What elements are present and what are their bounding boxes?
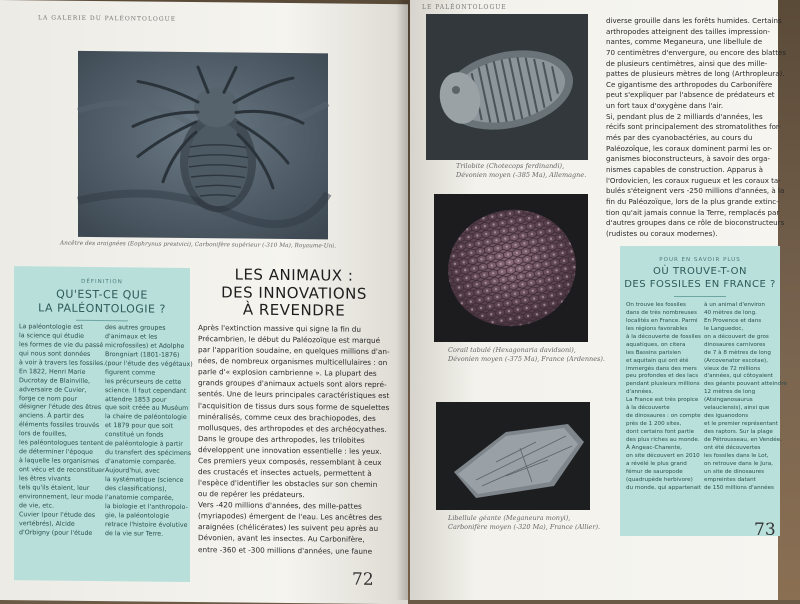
body-line: des crustacés et insectes actuels, permettent à — [198, 467, 372, 478]
text-line: des raptors. Sur la plage — [704, 429, 773, 435]
text-line: de Pétrousseau, en Vendée, — [704, 436, 782, 443]
running-head-right: LE PALÉONTOLOGUE — [422, 4, 507, 11]
body-line: par l'apparition soudaine, en quelques millions d'an- — [198, 345, 390, 357]
body-line: Dévonien, avant les insectes. Au Carbonifère, — [198, 533, 365, 545]
text-line: et 1879 pour que soit — [105, 422, 174, 431]
text-line: Aujourd'hui, avec — [105, 467, 160, 475]
definition-column-2 — [105, 324, 193, 539]
body-line: développent une innovation essentielle : les yeux. — [198, 444, 382, 456]
text-line: environnement, leur mode — [19, 493, 104, 501]
article-title-line: À REVENDRE — [242, 300, 346, 320]
text-line: (Atsinganosaurus — [704, 397, 753, 404]
text-line: on retrouve dans le Jura, — [704, 460, 773, 467]
body-line: de plusieurs centimètres, ainsi que des mille- — [606, 58, 768, 68]
body-line: mollusques, des arthropodes et des archéocyathes. — [198, 422, 387, 434]
text-line: à laquelle les organismes — [19, 457, 100, 466]
text-line: les paléontologues tentent — [19, 439, 104, 448]
body-line: (myriapodes) émergent de l'eau. Les ancêtres des — [198, 511, 382, 523]
text-line: a révélé le plus grand — [626, 460, 687, 467]
caption-line: Corail tabulé (Hexagonaria davidsoni), — [448, 346, 576, 354]
article-title-line: DES INNOVATIONS — [221, 283, 367, 303]
coral-photo — [434, 194, 588, 342]
definition-kicker: DÉFINITION — [81, 278, 123, 286]
caption-line: Libellule géante (Meganeura monyi), — [448, 514, 571, 522]
body-line: Précambrien, le début du Paléozoïque est marqué — [198, 334, 381, 346]
text-line: et le premier représentant — [704, 421, 778, 428]
info-title-line: DES FOSSILES EN FRANCE ? — [624, 278, 776, 290]
body-line: Paléozoïque, les coraux dominent parmi les or- — [606, 143, 773, 153]
page-number-right: 73 — [754, 520, 776, 540]
definition-column-1 — [19, 323, 106, 538]
article-title — [210, 266, 378, 321]
body-line: Vers -420 millions d'années, des mille-pattes — [198, 500, 362, 512]
text-line: les fossiles dans le Lot, — [704, 452, 769, 459]
text-line: les Bassins parisien — [626, 349, 681, 356]
text-line: adversaire de Cuvier, — [19, 385, 87, 394]
body-line: bulés s'éteignent vers -250 millions d'années, à la — [606, 186, 785, 196]
body-line: entre -360 et -300 millions d'années, une faune — [198, 544, 373, 556]
body-line: sentés. Une de leurs principales caractéristiques est — [198, 389, 390, 401]
text-line: forge ce nom pour — [19, 394, 78, 403]
coral-caption — [448, 346, 608, 364]
info-title-line: OÙ TROUVE-T-ON — [653, 266, 747, 277]
text-line: d'anatomie comparée. — [105, 458, 177, 466]
text-line: lors de fouilles, — [19, 430, 67, 438]
text-line: aquatiques, on citera — [626, 341, 686, 348]
text-line: dinosaures carnivores — [704, 341, 766, 348]
text-line: fémur de sauropode — [626, 468, 683, 475]
text-line: attendre 1853 pour — [105, 395, 167, 404]
caption-line: Carbonifère moyen (-320 Ma), France (Allier). — [448, 522, 601, 531]
text-line: de déterminer l'époque — [19, 448, 93, 457]
dragonfly-fossil-photo — [436, 402, 590, 510]
body-line: ganismes bioconstructeurs, à savoir des orga- — [606, 154, 771, 164]
info-box — [620, 246, 787, 536]
body-line: l'acquisition de tissus durs sous forme de squelettes — [198, 400, 390, 412]
text-line: et aquitain qui ont été — [626, 357, 689, 364]
text-line: de 7 à 8 mètres de long — [704, 349, 771, 356]
info-column-2 — [704, 302, 787, 493]
text-line: près de 1 200 sites, — [626, 421, 682, 428]
text-line: En 1822, Henri Marie — [19, 367, 86, 376]
text-line: désigner l'étude des êtres — [19, 403, 102, 412]
article-body — [198, 322, 394, 557]
text-line: à la découverte — [626, 405, 670, 412]
text-line: (pour l'étude des végétaux) — [105, 359, 193, 368]
text-line: des autres groupes — [105, 324, 166, 332]
text-line: que soit créée au Muséum — [105, 404, 189, 413]
text-line: d'années. — [626, 389, 654, 396]
text-line: retrace l'histoire évolutive — [105, 520, 188, 529]
body-line: Ce gigantisme des arthropodes du Carbonifère — [606, 79, 773, 89]
info-title — [620, 266, 780, 291]
body-line: (rudistes ou coraux modernes). — [606, 228, 718, 238]
text-line: à la découverte de fossiles — [626, 333, 701, 340]
text-line: constitué un fonds — [105, 431, 164, 439]
text-line: (quadrupède herbivore) — [626, 476, 693, 483]
text-line: la science qui étudie — [19, 332, 84, 340]
text-line: À Angeac-Charente, — [626, 444, 682, 451]
body-line: minéralisés, comme ceux des brachiopodes, des — [198, 411, 376, 423]
body-line: araignées (chélicérates) les suivent peu après au — [198, 522, 379, 534]
info-kicker: POUR EN SAVOIR PLUS — [659, 257, 741, 263]
arachnid-fossil-image — [78, 51, 328, 240]
body-line: grands groupes d'animaux actuels sont alors repré- — [198, 378, 387, 390]
body-line: l'espèce d'identifier les obstacles sur son chemin — [198, 478, 378, 490]
body-line: Ces premiers yeux composés, ressemblant à ceux — [198, 456, 382, 467]
page-number-left: 72 — [352, 569, 374, 590]
text-line: empreintes datant — [704, 476, 756, 483]
text-line: la systématique (science — [105, 476, 184, 484]
body-line: pattes de plusieurs mètres de long (Arthropleura). — [606, 69, 785, 79]
text-line: gie, la paléontologie — [105, 511, 170, 520]
body-line: nismes capables de construction. Apparus à — [606, 164, 763, 174]
text-line: éléments fossiles trouvés — [19, 421, 100, 430]
text-line: pendant plusieurs millions — [626, 381, 700, 388]
text-line: vieux de 72 millions — [704, 365, 761, 372]
text-line: on site découvert en 2010 — [626, 452, 700, 459]
text-line: Ducrotay de Blainville, — [19, 376, 91, 385]
body-line: tion qu'ait jamais connue la Terre, remplacés par — [606, 207, 780, 217]
dragonfly-fossil-image — [436, 402, 590, 510]
trilobite-photo — [426, 14, 588, 160]
text-line: localités en France. Parmi — [626, 317, 698, 324]
body-line: més par des cyanobactéries, au cours du — [606, 133, 753, 143]
text-line: d'Orbigny (pour l'étude — [19, 528, 93, 537]
info-rule — [674, 296, 726, 297]
body-line: fin du Paléozoïque, lors de la plus grande extinc- — [606, 196, 779, 206]
body-line: Si, pendant plus de 2 milliards d'années, les — [606, 111, 763, 121]
text-line: un site de dinosaures — [704, 468, 765, 475]
definition-title — [14, 287, 190, 316]
text-line: des classifications), — [105, 484, 167, 493]
body-line: Après l'extinction massive qui signe la fin du — [198, 323, 362, 334]
body-line: récifs sont principalement des stromatolithes for- — [606, 122, 781, 132]
text-line: microfossiles) et Adolphe — [105, 341, 185, 350]
text-line: Cuvier (pour l'étude des — [19, 510, 96, 519]
body-line: diverse grouille dans les forêts humides. Certains — [606, 16, 782, 25]
text-line: on a découvert de gros — [704, 333, 769, 340]
text-line: La France est très propice — [626, 397, 699, 404]
text-line: qui nous sont données — [19, 350, 91, 358]
text-line: vertébrés), Alcide — [19, 519, 75, 528]
caption-line: Dévonien moyen (-375 Ma), France (Ardennes). — [448, 354, 605, 363]
text-line: le Languedoc, — [704, 325, 744, 332]
body-line: l'Ordovicien, les coraux rugueux et les coraux ta- — [606, 175, 781, 185]
caption-line: Dévonien moyen (-385 Ma), Allemagne. — [456, 170, 587, 179]
body-line: nantes, comme Meganeura, une libellule de — [606, 37, 763, 47]
body-line: un fort taux d'oxygène dans l'air. — [606, 101, 724, 111]
text-line: des iguanodons — [704, 413, 749, 420]
definition-rule — [76, 320, 128, 322]
definition-title-line: LA PALÉONTOLOGIE ? — [38, 301, 166, 316]
text-line: ont vécu et de reconstituer — [19, 466, 105, 475]
text-line: de dinosaures : on compte — [626, 413, 701, 420]
trilobite-caption — [456, 162, 596, 180]
text-line: du transfert des spécimens — [105, 449, 192, 458]
text-line: velauciensis), ainsi que — [704, 405, 770, 412]
text-line: l'anatomie comparée, — [105, 493, 174, 502]
body-line: 70 centimètres d'envergure, ou encore des blattes — [606, 47, 787, 57]
text-line: les régions favorables — [626, 325, 688, 332]
text-line: les précurseurs de cette — [105, 377, 182, 386]
arachnid-fossil-photo — [78, 51, 328, 240]
text-line: d'animaux et les — [105, 333, 158, 341]
info-column-1 — [626, 302, 702, 493]
text-line: figurent comme — [105, 368, 156, 377]
text-line: d'années, qui côtoyaient — [704, 373, 773, 380]
text-line: de paléontologie à partir — [105, 440, 183, 449]
trilobite-image — [426, 14, 588, 160]
body-line: parle d'« explosion cambrienne ». La plupart des — [198, 367, 377, 379]
article-title-line: LES ANIMAUX : — [234, 265, 354, 285]
text-line: des plus riches au monde. — [626, 436, 700, 443]
right-page — [410, 0, 787, 600]
coral-image — [434, 194, 588, 342]
text-line: du monde, qui appartenait — [626, 484, 701, 491]
text-line: 12 mètres de long — [704, 389, 756, 396]
caption-line: Ancêtre des araignées (Eophrynus prestvici), Carbonifère supérieur (-310 Ma), Royaume-Uni. — [60, 240, 337, 250]
body-line: Dans le groupe des arthropodes, les trilobites — [198, 433, 365, 445]
text-line: peu profondes et des lacs — [626, 373, 699, 380]
text-line: En Provence et dans — [704, 317, 762, 324]
text-line: dans de très nombreuses — [626, 309, 697, 316]
text-line: la biologie et l'anthropolo- — [105, 502, 188, 511]
text-line: de la vie sur Terre. — [105, 529, 164, 538]
text-line: dont certains font partie — [626, 429, 695, 435]
text-line: 40 mètres de long. — [704, 309, 757, 316]
body-line: arthropodes atteignent des tailles impression- — [606, 26, 770, 36]
right-article-body — [606, 16, 787, 239]
text-line: les formes de vie du passé — [19, 341, 104, 349]
dragonfly-caption — [448, 514, 608, 532]
text-line: à un animal d'environ — [704, 302, 765, 308]
text-line: de vie, etc. — [19, 501, 55, 510]
text-line: (Arcovenator escotae), — [704, 357, 768, 364]
body-line: peut s'expliquer par l'absence de prédateurs et — [606, 90, 775, 100]
text-line: tels qu'ils étaient, leur — [19, 484, 90, 492]
text-line: immergés dans des mers — [626, 365, 697, 372]
definition-box — [14, 266, 193, 582]
text-line: à voir à travers les fossiles. — [19, 358, 106, 367]
text-line: La paléontologie est — [19, 323, 83, 331]
running-head-left: LA GALERIE DU PALÉONTOLOGUE — [38, 14, 177, 23]
text-line: science. Il faut cependant — [105, 386, 187, 395]
text-line: la chaire de paléontologie — [105, 413, 187, 422]
text-line: ont été découvertes — [704, 444, 761, 451]
text-line: anciens. À partir des — [19, 412, 84, 421]
caption-line: Trilobite (Chotecops ferdinandi), — [456, 162, 565, 170]
text-line: Brongniart (1801-1876) — [105, 350, 180, 359]
body-line: ou de repérer les prédateurs. — [198, 489, 305, 500]
definition-title-line: QU'EST-CE QUE — [56, 287, 148, 302]
body-line: nées, de nombreux organismes multicellulaires : on — [198, 356, 388, 368]
text-line: de 150 millions d'années — [704, 484, 774, 491]
text-line: les êtres vivants — [19, 475, 71, 483]
text-line: On trouve les fossiles — [626, 302, 686, 308]
body-line: d'autres groupes dans ce rôle de bioconstructeurs — [606, 218, 785, 228]
arachnid-photo-caption — [60, 241, 360, 252]
text-line: des géants pouvant atteindre — [704, 381, 787, 388]
